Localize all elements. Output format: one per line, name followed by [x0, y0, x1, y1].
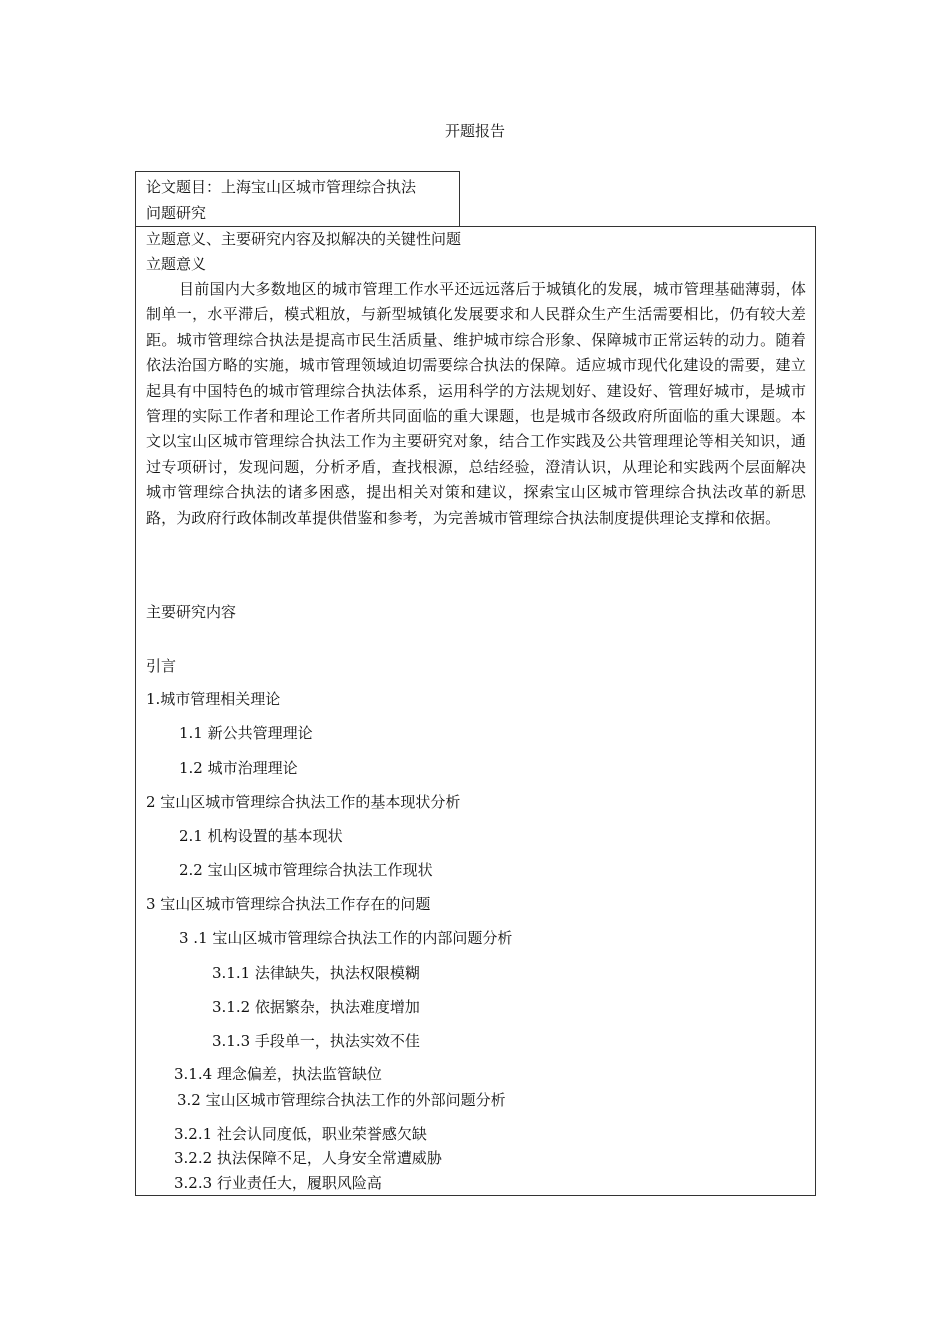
outline-item: 2 宝山区城市管理综合执法工作的基本现状分析: [146, 793, 461, 811]
thesis-title-box: [135, 171, 460, 227]
outline-item: 3.1.3 手段单一，执法实效不佳: [212, 1032, 420, 1050]
significance-body: 目前国内大多数地区的城市管理工作水平还远远落后于城镇化的发展，城市管理基础薄弱，体制单一，水平滞后，模式粗放，与新型城镇化发展要求和人民群众生产生活需要相比，仍有较大差距。城市管理综合执法是提高市民生活质量、维护城市综合形象、保障城市正常运转的动力。随着依法治国方略的实施，城市管理领域迫切需要综合执法的保障。适应城市现代化建设的需要，建立起具有中国特色的城市管理综合执法体系，运用科学的方法规划好、建设好、管理好城市，是城市管理的实际工作者和理论工作者所共同面临的重大课题，也是城市各级政府所面临的重大课题。本文以宝山区城市管理综合执法工作为主要研究对象，结合工作实践及公共管理理论等相关知识，通过专项研讨，发现问题，分析矛盾，查找根源，总结经验，澄清认识，从理论和实践两个层面解决城市管理综合执法的诸多困惑，提出相关对策和建议，探索宝山区城市管理综合执法改革的新思路，为政府行政体制改革提供借鉴和参考，为完善城市管理综合执法制度提供理论支撑和依据。: [146, 280, 806, 527]
significance-heading: 立题意义: [146, 255, 207, 273]
thesis-title-line-1: 论文题目：上海宝山区城市管理综合执法: [146, 178, 417, 196]
outline-item: 3.2.2 执法保障不足，人身安全常遭威胁: [174, 1149, 442, 1167]
outline-item: 3.1.1 法律缺失，执法权限模糊: [212, 964, 420, 982]
thesis-title-line-2: 问题研究: [146, 204, 207, 222]
outline-item: 2.1 机构设置的基本现状: [179, 827, 343, 845]
outline-item: 1.1 新公共管理理论: [179, 724, 313, 742]
main-content-box: [135, 226, 816, 1196]
outline-item: 引言: [146, 657, 177, 675]
outline-item: 2.2 宝山区城市管理综合执法工作现状: [179, 861, 433, 879]
outline-item: 3 宝山区城市管理综合执法工作存在的问题: [146, 895, 431, 913]
outline-item: 3.2.3 行业责任大，履职风险高: [174, 1174, 382, 1192]
outline-item: 3 .1 宝山区城市管理综合执法工作的内部问题分析: [179, 929, 513, 947]
outline-item: 3.1.2 依据繁杂，执法难度增加: [212, 998, 420, 1016]
outline-item: 3.2.1 社会认同度低，职业荣誉感欠缺: [174, 1125, 427, 1143]
outline-item: 1.2 城市治理理论: [179, 759, 298, 777]
section-header: 立题意义、主要研究内容及拟解决的关键性问题: [146, 230, 462, 248]
document-title: 开题报告: [444, 122, 505, 140]
outline-item: 1.城市管理相关理论: [146, 690, 281, 708]
outline-item: 3.1.4 理念偏差，执法监管缺位: [174, 1065, 382, 1083]
content-heading: 主要研究内容: [146, 603, 237, 621]
outline-item: 3.2 宝山区城市管理综合执法工作的外部问题分析: [177, 1091, 506, 1109]
